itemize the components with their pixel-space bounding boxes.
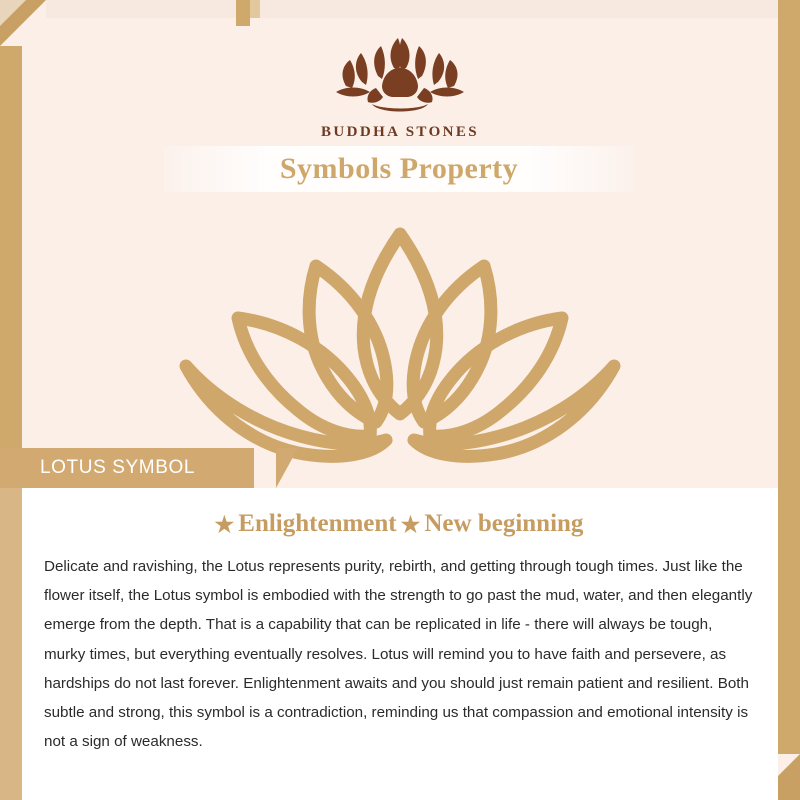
lotus-meditation-figure-icon xyxy=(310,26,490,122)
description-panel xyxy=(22,488,778,800)
ribbon-tail xyxy=(276,448,298,488)
page-title: Symbols Property xyxy=(279,152,519,185)
hero-graphic xyxy=(22,208,778,483)
title-banner xyxy=(164,146,634,192)
left-border-bar-lower xyxy=(0,476,22,800)
headline-word-one: Enlightenment xyxy=(238,510,397,537)
brand-name: BUDDHA STONES xyxy=(320,124,480,140)
star-icon-left: ★ xyxy=(214,512,235,537)
top-notch-light xyxy=(250,0,260,18)
lotus-flower-icon xyxy=(170,208,630,478)
right-border-bar xyxy=(778,0,800,754)
headline xyxy=(40,510,760,538)
ribbon-label: LOTUS SYMBOL xyxy=(40,457,196,478)
left-border-bar xyxy=(0,46,22,800)
top-border-band xyxy=(46,0,778,18)
star-icon-middle: ★ xyxy=(400,512,421,537)
headline-word-two: New beginning xyxy=(424,510,584,537)
content-area xyxy=(22,18,778,800)
section-ribbon xyxy=(0,448,254,488)
body-paragraph: Delicate and ravishing, the Lotus represents purity, rebirth, and getting through tough times. Just like the flower itself, the Lotus symbol is embodied with the strength to go past the mud, water, and then elegantly emerge from the depth. That is a capability that can be replicated in life - there will always be tough, murky times, but everything eventually resolves. Lotus will remind you to have faith and persevere, as hardships do not last forever. Enlightenment awaits and you should just remain patient and resilient. Both subtle and strong, this symbol is a contradiction, reminding us that compassion and emotional intensity is not a sign of weakness. xyxy=(44,558,753,751)
brand-logo xyxy=(22,26,778,141)
